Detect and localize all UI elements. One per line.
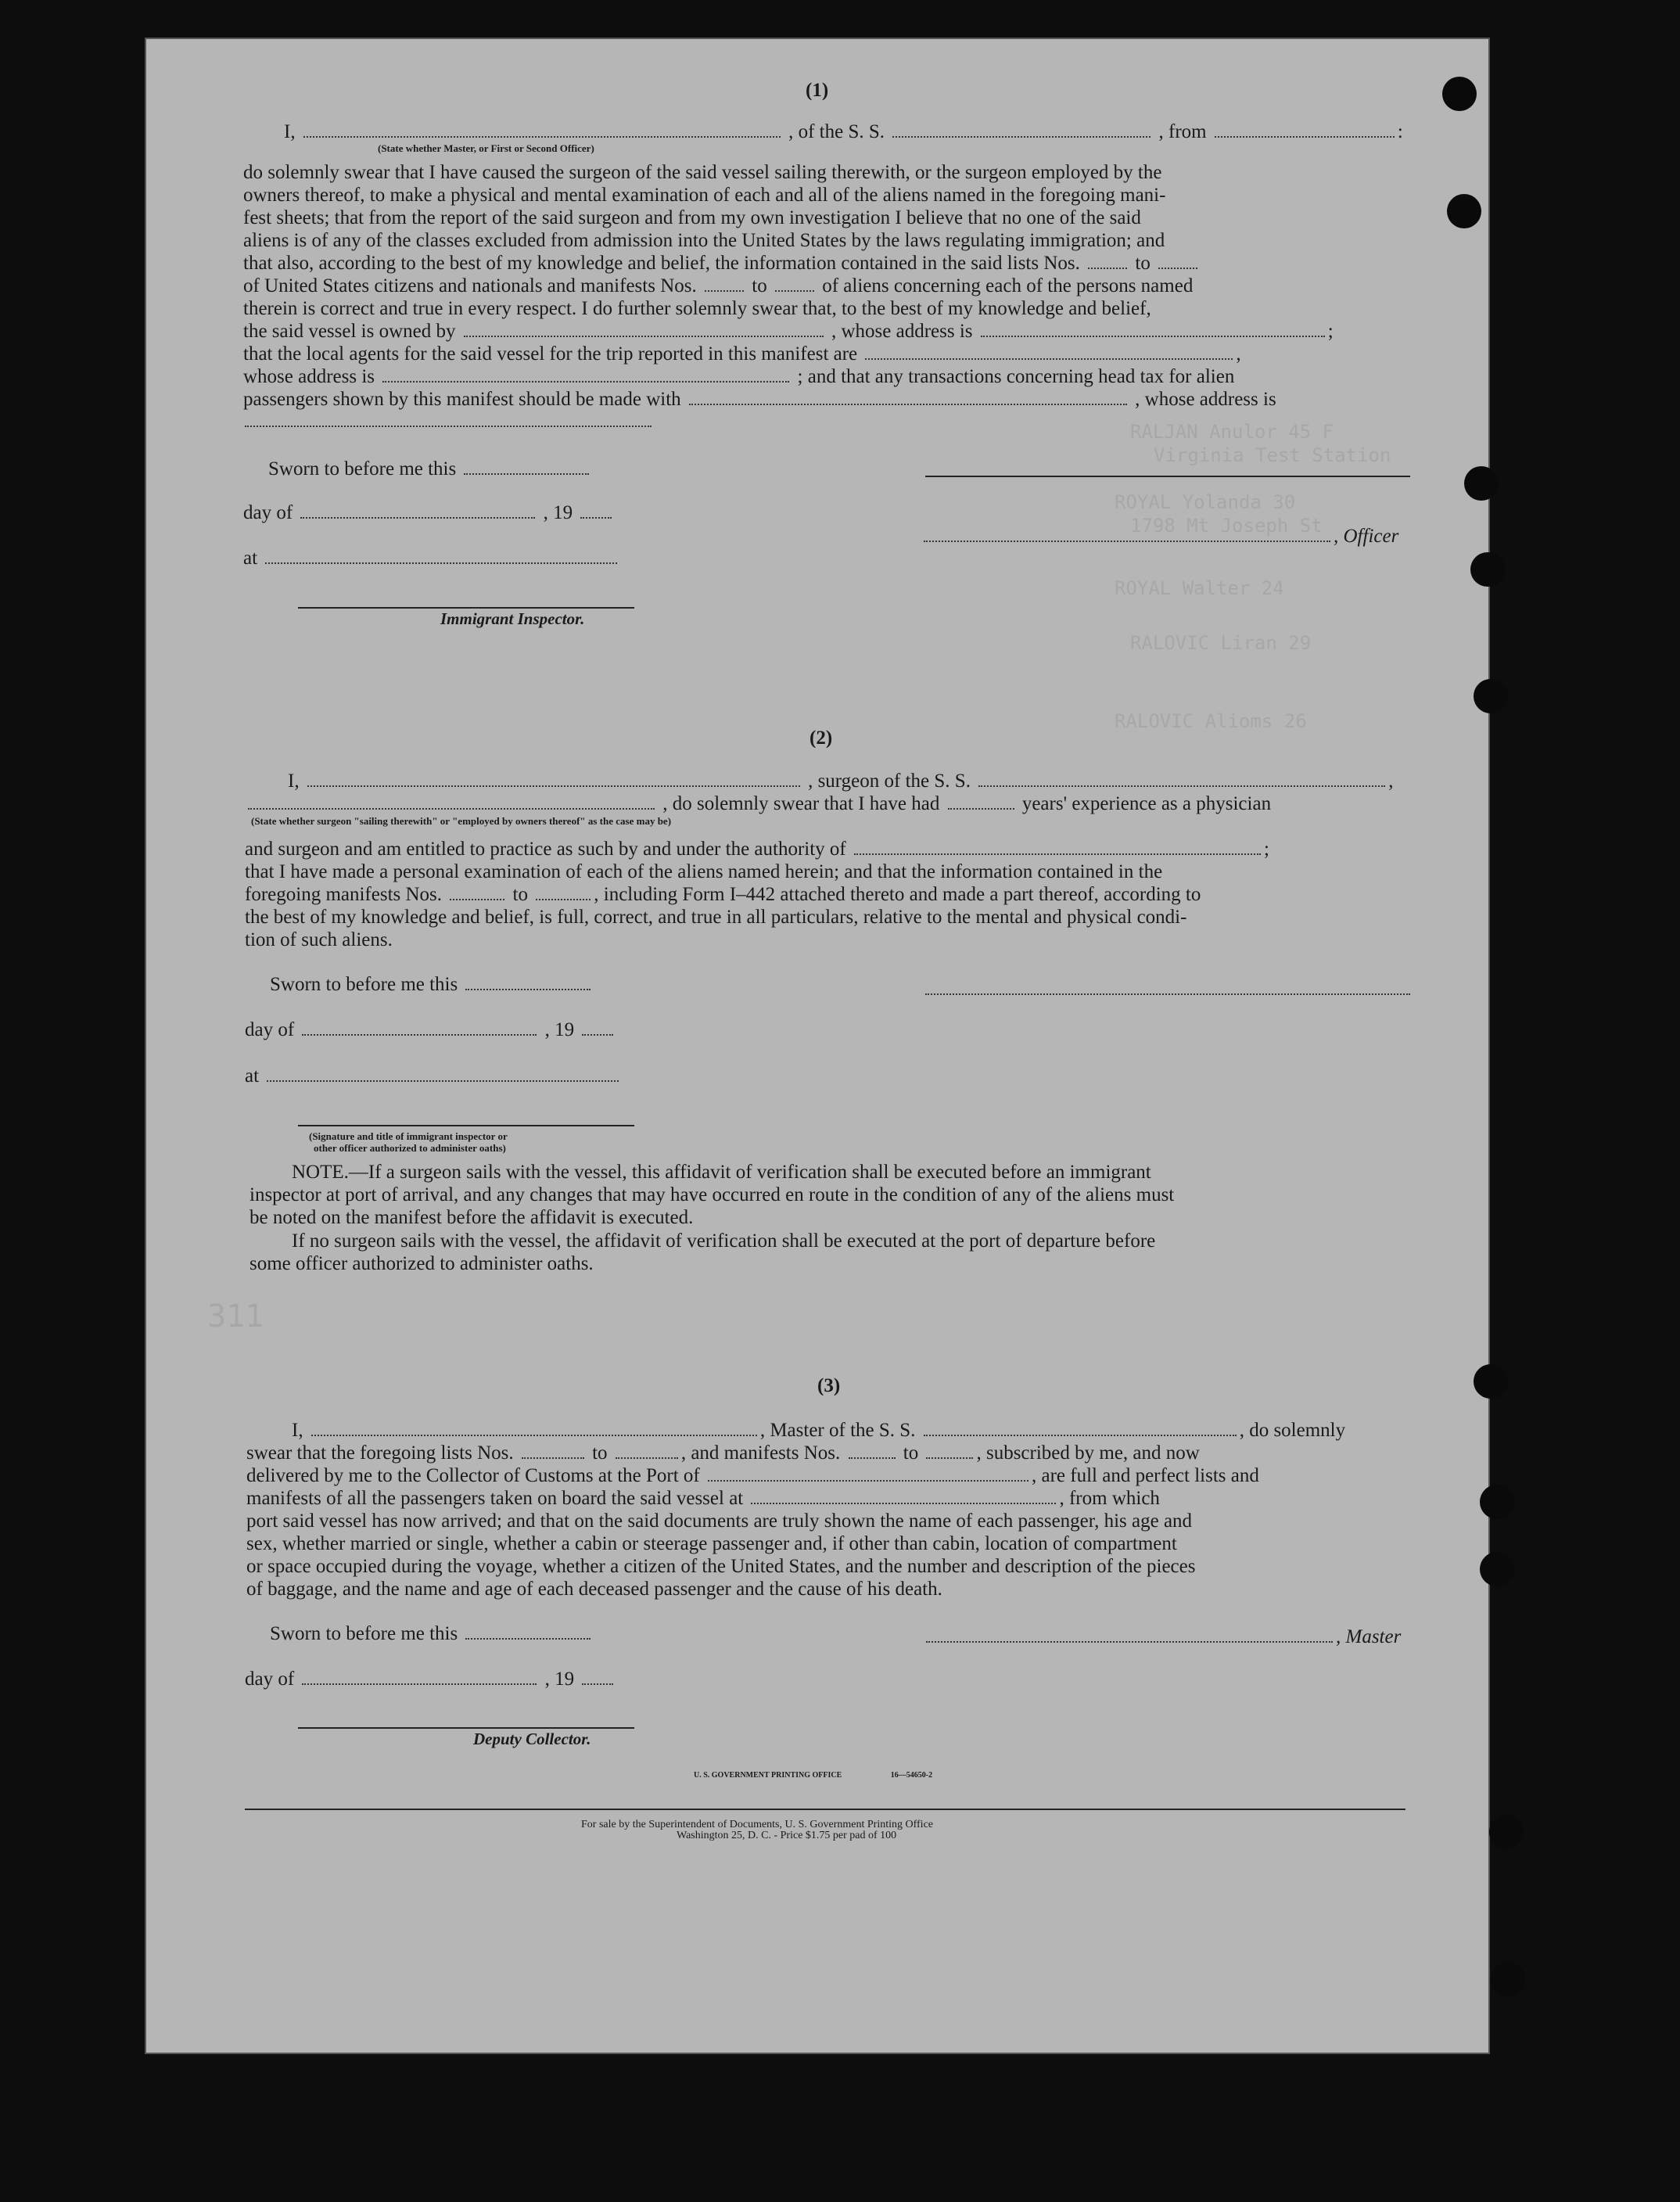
master-name-field[interactable] [311, 1435, 757, 1436]
manifests-all-text: manifests of all the passengers taken on board the said vessel at [246, 1488, 744, 1509]
s1-agents-line: that the local agents for the said vessel for the trip reported in this manifest are , [243, 343, 1241, 365]
year-field[interactable] [582, 1683, 613, 1685]
gpo-imprint [694, 1769, 932, 1781]
practice-text: and surgeon and am entitled to practice as such by and under the authority of [245, 839, 846, 860]
s3-lists-line [246, 1442, 1200, 1464]
owned-by-text: the said vessel is owned by [243, 321, 456, 342]
swear-lists-text: swear that the foregoing lists Nos. [246, 1442, 514, 1464]
bleed-through-text: RALOVIC Liran 29 [1130, 632, 1312, 654]
are-full-text: , are full and perfect lists and [1032, 1465, 1259, 1486]
manifests-from-field[interactable] [705, 290, 744, 292]
at-label: at [243, 548, 258, 569]
owner-field[interactable] [464, 336, 824, 337]
manifests-label: , and manifests Nos. [680, 1442, 841, 1464]
s2-at-line [245, 1065, 622, 1087]
punch-hole [1491, 1962, 1525, 1996]
bleed-through-text: ROYAL Yolanda 30 [1115, 491, 1296, 513]
day-of-label: day of [245, 1669, 295, 1690]
s3-para-line: sex, whether married or single, whether a cabin or steerage passenger and, if other than cabin, location of compartment [246, 1533, 1177, 1554]
s3-manifests-from-field[interactable] [849, 1457, 896, 1459]
s1-para-line: owners thereof, to make a physical and mental examination of each and all of the aliens named in the foregoing mani- [243, 185, 1166, 206]
section-1-line-i: I, , of the S. S. , from : [284, 121, 1403, 142]
agents-field[interactable] [865, 358, 1233, 360]
s2-manifests-line [245, 883, 1201, 906]
s1-lists-line [243, 252, 1201, 275]
officer-signature-line[interactable] [925, 476, 1410, 477]
surgeon-of-label: , surgeon of the S. S. [808, 771, 971, 792]
swear-label: , do solemnly swear that I have had [662, 793, 940, 814]
s1-lists-text: that also, according to the best of my knowledge and belief, the information contained in the said lists Nos. [243, 253, 1080, 274]
s3-line-i [292, 1419, 1345, 1442]
year-field[interactable] [580, 517, 612, 519]
surgeon-signature-line[interactable] [925, 993, 1410, 995]
signature-note: (Signature and title of immigrant inspector or [309, 1130, 508, 1142]
sworn-label: Sworn to before me this [270, 974, 458, 995]
bleed-through-text: Virginia Test Station [1154, 444, 1391, 466]
owner-address-field[interactable] [981, 336, 1325, 337]
at-label: at [245, 1065, 260, 1087]
bleed-through-text: ROYAL Walter 24 [1115, 577, 1284, 599]
bleed-through-text: RALJAN Anulor 45 F [1130, 421, 1334, 443]
punch-hole [1474, 1364, 1508, 1399]
whose-address-text: whose address is [243, 366, 375, 387]
day-of-label: day of [243, 502, 293, 523]
section-2-i: I, [288, 771, 300, 792]
gpo-text: U. S. GOVERNMENT PRINTING OFFICE [694, 1771, 842, 1780]
s2-line-i: I, , surgeon of the S. S. , [288, 771, 1394, 792]
day-of-label: day of [245, 1019, 295, 1040]
year-label: , 19 [544, 1669, 575, 1690]
form-i442-text: , including Form I–442 attached thereto and made a part thereof, according to [594, 884, 1201, 905]
s1-para-line: aliens is of any of the classes excluded from admission into the United States by the laws regulating immigration; and [243, 230, 1165, 251]
s2-para-line: that I have made a personal examination of each of the aliens named herein; and that the information contained in the [245, 861, 1163, 882]
surgeon-status-field[interactable] [248, 808, 655, 810]
year-field[interactable] [582, 1034, 613, 1036]
master-signature-field[interactable] [926, 1641, 1333, 1643]
punch-hole [1464, 466, 1499, 501]
punch-hole [1480, 1552, 1514, 1586]
s3-delivered-line [246, 1464, 1259, 1487]
s3-para-line: port said vessel has now arrived; and that on the said documents are truly shown the name of each passenger, his age and [246, 1511, 1193, 1532]
s3-lists-to-field[interactable] [616, 1457, 678, 1459]
s1-passengers-line [243, 388, 1276, 411]
lists-to-field[interactable] [1158, 268, 1197, 269]
years-field[interactable] [948, 808, 1014, 810]
head-tax-party-field[interactable] [689, 404, 1127, 405]
s2-manifests-to-field[interactable] [536, 899, 591, 900]
sworn-day-field[interactable] [464, 473, 589, 475]
from-label: , from [1158, 121, 1207, 142]
surgeon-name-field[interactable] [307, 785, 800, 787]
punch-hole [1442, 77, 1477, 111]
s2-practice-line: and surgeon and am entitled to practice as such by and under the authority of ; [245, 839, 1269, 860]
to-label: to [1135, 253, 1151, 274]
immigrant-inspector-label: Immigrant Inspector. [440, 609, 585, 628]
bleed-through-text: 311 [207, 1299, 264, 1334]
do-solemnly-label: , do solemnly [1239, 1420, 1346, 1441]
port-from-field[interactable] [1215, 136, 1395, 138]
head-tax-text: ; and that any transactions concerning head tax for alien [797, 366, 1235, 387]
s2-manifests-from-field[interactable] [450, 899, 504, 900]
s2-para-line: tion of such aliens. [245, 929, 393, 950]
s1-officer-line [921, 525, 1398, 548]
inspector-signature-line[interactable] [298, 1125, 634, 1126]
officer-label: , Officer [1334, 526, 1399, 547]
authority-field[interactable] [854, 853, 1261, 855]
to-label: to [592, 1442, 608, 1464]
signature-note: other officer authorized to administer oaths) [314, 1142, 506, 1154]
embark-port-field[interactable] [751, 1503, 1056, 1504]
year-label: , 19 [544, 1019, 575, 1040]
section-3-i: I, [292, 1420, 303, 1441]
note-line: some officer authorized to administer oaths. [249, 1253, 594, 1274]
manifest-verification-page [145, 38, 1490, 2054]
of-ss-label: , of the S. S. [788, 121, 885, 142]
punch-hole [1480, 1485, 1514, 1519]
s1-owned-line: the said vessel is owned by , whose address is ; [243, 321, 1334, 342]
note-line: inspector at port of arrival, and any changes that may have occurred en route in the condition of any of the aliens must [249, 1184, 1175, 1205]
month-field[interactable] [300, 517, 535, 519]
s1-sworn-line [268, 458, 592, 480]
to-label: to [752, 275, 767, 296]
officer-title-note: (State whether Master, or First or Second Officer) [378, 142, 594, 154]
officer-name-field[interactable] [924, 541, 1330, 542]
s2-day-line [245, 1018, 616, 1041]
vessel-name-field[interactable] [892, 136, 1151, 138]
port-field[interactable] [708, 1480, 1028, 1482]
manifests-to-field[interactable] [775, 290, 814, 292]
master-label: , Master [1336, 1626, 1402, 1647]
agents-text: that the local agents for the said vessel for the trip reported in this manifest are [243, 343, 858, 365]
section-2-number: (2) [809, 727, 833, 749]
s1-para-line: fest sheets; that from the report of the said surgeon and from my own investigation I believe that no one of the said [243, 207, 1141, 228]
sale-note: Washington 25, D. C. - Price $1.75 per pad of 100 [677, 1830, 897, 1841]
section-3-number: (3) [817, 1375, 841, 1396]
bleed-through-text: 1798 Mt Joseph St [1130, 515, 1323, 537]
sworn-label: Sworn to before me this [270, 1623, 458, 1644]
manifests-nos-text: foregoing manifests Nos. [245, 884, 443, 905]
s1-day-line [243, 501, 615, 524]
whose-address-label: , whose address is [1135, 389, 1276, 410]
lists-from-field[interactable] [1088, 268, 1127, 269]
s1-at-line [243, 547, 620, 569]
s3-para-line: or space occupied during the voyage, whether a citizen of the United States, and the number and description of the pieces [246, 1556, 1196, 1577]
surgeon-status-note: (State whether surgeon "sailing therewith" or "employed by owners thereof" as the case may be) [251, 815, 672, 827]
place-field[interactable] [267, 1080, 619, 1082]
subscribed-text: , subscribed by me, and now [976, 1442, 1200, 1464]
s3-master-line [923, 1625, 1401, 1648]
punch-hole [1470, 552, 1505, 587]
punch-hole [1474, 679, 1508, 713]
place-field[interactable] [265, 562, 617, 564]
sale-note: For sale by the Superintendent of Documents, U. S. Government Printing Office [581, 1819, 933, 1830]
from-which-text: , from which [1059, 1488, 1160, 1509]
s1-agent-address-line [243, 365, 1234, 388]
to-label: to [903, 1442, 919, 1464]
month-field[interactable] [302, 1034, 537, 1036]
s2-sworn-line [270, 973, 594, 996]
s1-para-line: do solemnly swear that I have caused the surgeon of the said vessel sailing therewith, or the surgeon employed by the [243, 162, 1162, 183]
passengers-text: passengers shown by this manifest should be made with [243, 389, 681, 410]
s3-manifests-to-field[interactable] [926, 1457, 973, 1459]
sworn-label: Sworn to before me this [268, 458, 457, 480]
punch-hole [1447, 194, 1481, 228]
deputy-collector-label: Deputy Collector. [473, 1730, 591, 1748]
sworn-day-field[interactable] [465, 1638, 591, 1640]
s1-manifests-text: of United States citizens and nationals and manifests Nos. [243, 275, 697, 296]
bleed-through-text: RALOVIC Alioms 26 [1115, 710, 1307, 732]
s1-para-line: therein is correct and true in every respect. I do further solemnly swear that, to the best of my knowledge and belief, [243, 298, 1151, 319]
s3-day-line [245, 1668, 616, 1690]
s2-para-line: the best of my knowledge and belief, is full, correct, and true in all particulars, relative to the mental and physical condi- [245, 907, 1187, 928]
agent-address-field[interactable] [382, 381, 789, 383]
whose-address-label: , whose address is [831, 321, 973, 342]
years-label: years' experience as a physician [1021, 793, 1272, 814]
s2-swear-line [245, 792, 1271, 815]
delivered-text: delivered by me to the Collector of Customs at the Port of [246, 1465, 700, 1486]
s3-para-line: of baggage, and the name and age of each deceased passenger and the cause of his death. [246, 1579, 942, 1600]
of-aliens-text: of aliens concerning each of the persons named [822, 275, 1194, 296]
officer-title-field[interactable] [303, 136, 781, 138]
master-of-label: , Master of the S. S. [759, 1420, 916, 1441]
address-continuation-line [245, 426, 652, 427]
s3-taken-line [246, 1487, 1160, 1510]
deputy-signature-line[interactable] [298, 1727, 634, 1729]
form-code: 16—54650-2 [890, 1771, 933, 1780]
s3-sworn-line [270, 1622, 594, 1645]
punch-hole [1489, 1815, 1524, 1849]
sworn-day-field[interactable] [465, 989, 591, 990]
section-1-i: I, [284, 121, 296, 142]
note-line: If no surgeon sails with the vessel, the affidavit of verification shall be executed at the port of departure before [292, 1230, 1156, 1252]
inspector-signature-line[interactable] [298, 607, 634, 609]
to-label: to [512, 884, 528, 905]
surgeon-vessel-field[interactable] [978, 785, 1385, 787]
note-line: be noted on the manifest before the affidavit is executed. [249, 1207, 694, 1228]
master-vessel-field[interactable] [924, 1435, 1237, 1436]
s1-manifests-line [243, 275, 1193, 297]
s3-lists-from-field[interactable] [522, 1457, 584, 1459]
month-field[interactable] [302, 1683, 537, 1685]
note-line: NOTE.—If a surgeon sails with the vessel, this affidavit of verification shall be executed before an immigrant [292, 1162, 1151, 1183]
section-1-number: (1) [806, 80, 829, 101]
footer-rule [245, 1809, 1405, 1810]
year-label: , 19 [543, 502, 573, 523]
